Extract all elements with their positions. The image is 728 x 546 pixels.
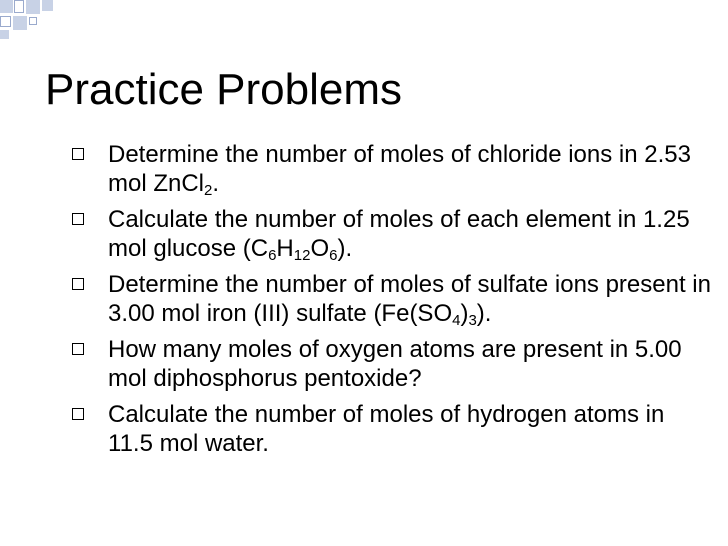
- decorative-square: [0, 0, 13, 13]
- decorative-square: [26, 0, 40, 14]
- bullet-text-segment: H: [276, 235, 294, 262]
- decorative-square: [42, 0, 53, 11]
- bullet-text-segment: Determine the number of moles of sulfate ions present in 3.00 mol iron (III) sulfate (Fe(SO: [108, 271, 711, 327]
- bullet-text-segment: Calculate the number of moles of each element in 1.25 mol glucose (C: [108, 206, 690, 262]
- square-bullet-icon: [72, 278, 84, 290]
- decorative-square: [0, 30, 9, 39]
- bullet-text: [108, 271, 711, 327]
- bullet-text-segment: How many moles of oxygen atoms are present in 5.00 mol diphosphorus pentoxide?: [108, 336, 682, 392]
- slide-title: Practice Problems: [45, 65, 403, 114]
- bullet-text-segment: ).: [476, 300, 492, 327]
- bullet-text-segment: .: [212, 170, 220, 197]
- bullet-item: [72, 205, 712, 263]
- bullet-item: [72, 270, 712, 328]
- bullet-text-segment: ): [460, 300, 469, 327]
- corner-decoration: [0, 0, 120, 60]
- bullet-item: [72, 335, 712, 393]
- decorative-square: [29, 17, 37, 25]
- square-bullet-icon: [72, 148, 84, 160]
- bullet-text-segment: O: [310, 235, 330, 262]
- square-bullet-icon: [72, 343, 84, 355]
- square-bullet-icon: [72, 408, 84, 420]
- bullet-text: [108, 336, 682, 392]
- bullet-item: [72, 140, 712, 198]
- decorative-square: [13, 16, 27, 30]
- subscript: 4: [452, 312, 461, 329]
- bullet-text-segment: Determine the number of moles of chloride ions in 2.53 mol ZnCl: [108, 141, 691, 197]
- decorative-square: [0, 16, 11, 27]
- bullet-text: [108, 401, 664, 457]
- square-bullet-icon: [72, 213, 84, 225]
- bullet-text: [108, 141, 691, 197]
- decorative-square: [14, 0, 24, 13]
- subscript: 2: [204, 182, 213, 199]
- subscript: 6: [329, 247, 338, 264]
- subscript: 12: [293, 247, 311, 264]
- bullet-list: [72, 140, 712, 465]
- bullet-text-segment: ).: [337, 235, 353, 262]
- subscript: 3: [468, 312, 477, 329]
- bullet-text-segment: Calculate the number of moles of hydrogen atoms in 11.5 mol water.: [108, 401, 665, 457]
- bullet-item: [72, 400, 712, 458]
- subscript: 6: [268, 247, 277, 264]
- bullet-text: [108, 206, 690, 262]
